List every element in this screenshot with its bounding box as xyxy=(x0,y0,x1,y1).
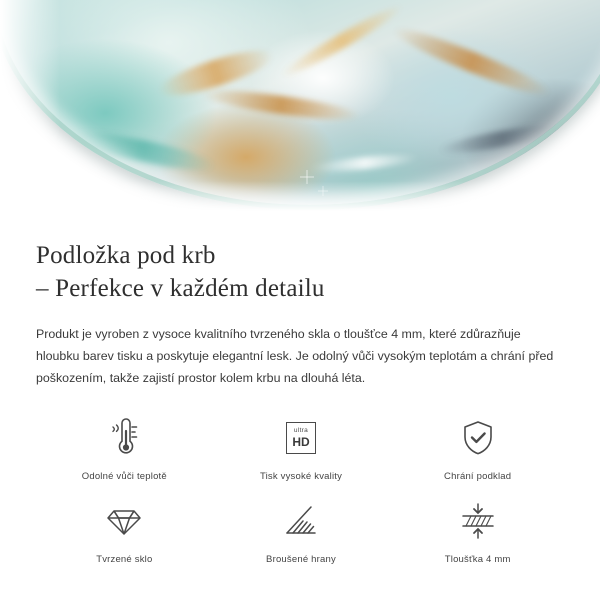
feature-item-tempered-glass xyxy=(36,498,213,565)
feature-item-polished-edges xyxy=(213,498,390,565)
feature-item-temperature xyxy=(36,415,213,482)
feature-item-print-quality xyxy=(213,415,390,482)
feature-label: Tloušťka 4 mm xyxy=(444,554,511,565)
feature-label: Odolné vůči teplotě xyxy=(81,471,167,482)
feature-grid xyxy=(36,415,566,565)
feature-item-thickness xyxy=(389,498,566,565)
thermometer-icon xyxy=(106,415,142,461)
headline-line-1: Podložka pod krb xyxy=(36,242,216,269)
hero-image xyxy=(0,0,600,215)
feature-label: Chrání podklad xyxy=(444,471,512,482)
thickness-icon xyxy=(457,498,499,544)
page-title xyxy=(36,239,566,305)
feature-label: Broušené hrany xyxy=(266,554,336,565)
hero-fade-bottom xyxy=(0,181,600,215)
feature-label: Tvrzené sklo xyxy=(96,554,153,565)
feature-label: Tisk vysoké kvality xyxy=(259,471,343,482)
shield-check-icon xyxy=(460,415,496,461)
ultra-hd-bottom-label: HD xyxy=(292,434,310,449)
ultra-hd-top-label: ultra xyxy=(293,427,309,435)
diamond-icon xyxy=(104,498,144,544)
description-paragraph: Produkt je vyroben z vysoce kvalitního tvrzeného skla o tloušťce 4 mm, které zdůrazňuje hloubku barev tisku a poskytuje elegantní lesk. Je odolný vůči vysokým teplotám a chrání před poškozením, takže zajistí prostor kolem krbu na dlouhá léta. xyxy=(36,327,554,385)
content-section xyxy=(0,215,600,565)
headline-line-2: – Perfekce v každém detailu xyxy=(36,275,325,302)
feature-item-protection xyxy=(389,415,566,482)
polished-edges-icon xyxy=(281,498,321,544)
ultra-hd-icon xyxy=(286,415,316,461)
